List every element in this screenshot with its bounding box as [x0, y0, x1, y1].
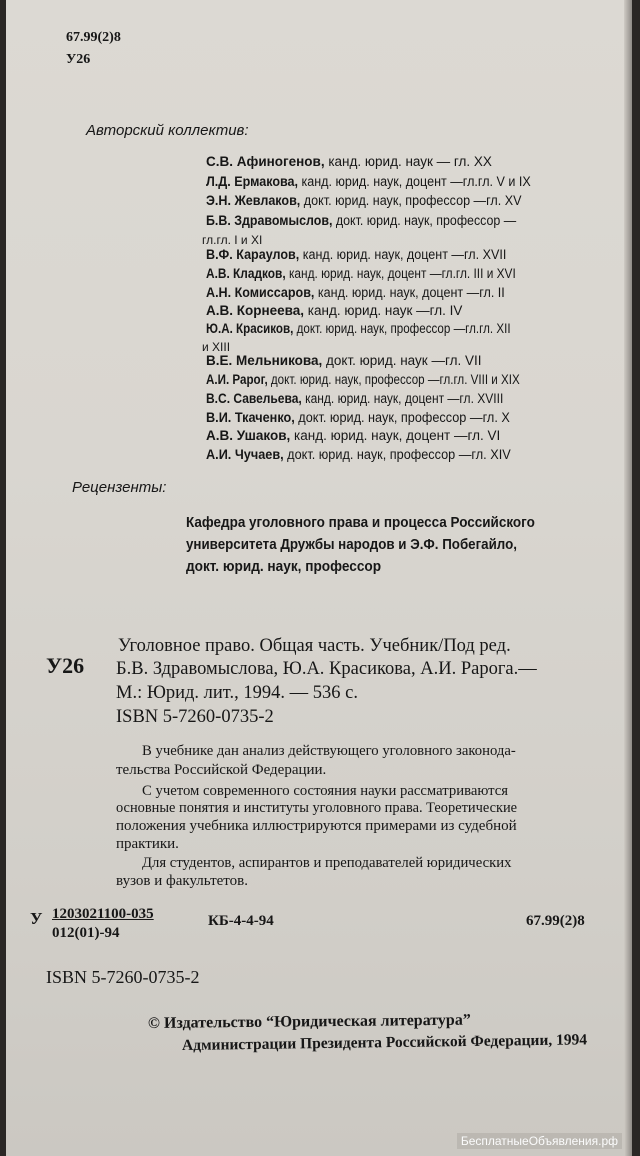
author-line: А.В. Корнеева, канд. юрид. наук —гл. IV	[206, 303, 463, 318]
author-line: В.С. Савельева, канд. юрид. наук, доцент —гл. XVIII	[206, 391, 504, 406]
author-line: А.Н. Комиссаров, канд. юрид. наук, доцент —гл. II	[206, 285, 505, 300]
class-letter: У26	[66, 52, 91, 67]
reviewer-line: университета Дружбы народов и Э.Ф. Побегайло,	[186, 537, 517, 553]
catalog-editors-line: Б.В. Здравомыслова, Ю.А. Красикова, А.И. Рарога.—	[116, 659, 537, 679]
class-code: 67.99(2)8	[66, 30, 121, 45]
annotation-line: вузов и факультетов.	[116, 873, 248, 889]
author-line: Л.Д. Ермакова, канд. юрид. наук, доцент —гл.гл. V и IX	[206, 174, 531, 189]
bottom-code-denominator: 012(01)-94	[52, 925, 120, 941]
catalog-publisher-line: М.: Юрид. лит., 1994. — 536 с.	[116, 683, 358, 703]
author-line: А.В. Кладков, канд. юрид. наук, доцент —гл.гл. III и XVI	[206, 266, 516, 281]
author-line: А.И. Рарог, докт. юрид. наук, профессор —гл.гл. VIII и XIX	[206, 372, 520, 387]
author-continuation: гл.гл. I и XI	[202, 233, 263, 247]
page-edge	[624, 0, 632, 1156]
author-continuation: и XIII	[202, 340, 231, 354]
author-line: С.В. Афиногенов, канд. юрид. наук — гл. XX	[206, 154, 492, 169]
annotation-line: практики.	[116, 836, 179, 852]
book-page	[6, 0, 632, 1156]
isbn-bottom: ISBN 5-7260-0735-2	[46, 967, 200, 987]
catalog-title-line: Уголовное право. Общая часть. Учебник/Под ред.	[118, 636, 511, 656]
bottom-code-numerator: 1203021100-035	[52, 906, 154, 922]
author-line: Ю.А. Красиков, докт. юрид. наук, профессор —гл.гл. XII	[206, 321, 511, 336]
reviewer-line: Кафедра уголовного права и процесса Российского	[186, 515, 535, 531]
author-line: В.И. Ткаченко, докт. юрид. наук, профессор —гл. X	[206, 410, 510, 425]
bottom-class-code: 67.99(2)8	[526, 913, 585, 929]
reviewer-line: докт. юрид. наук, профессор	[186, 559, 382, 575]
annotation-line: С учетом современного состояния науки рассматриваются	[142, 783, 509, 799]
author-line: Б.В. Здравомыслов, докт. юрид. наук, профессор —	[206, 213, 517, 228]
site-watermark: БесплатныеОбъявления.рф	[457, 1133, 622, 1149]
annotation-line: Для студентов, аспирантов и преподавателей юридических	[142, 855, 512, 871]
annotation-line: В учебнике дан анализ действующего уголовного законода-	[142, 743, 516, 759]
catalog-index: У26	[46, 653, 85, 678]
copyright-line: © Издательство “Юридическая литература”	[147, 1011, 471, 1032]
annotation-line: положения учебника иллюстрируются примерами из судебной	[116, 818, 517, 834]
bottom-index-letter: У	[30, 909, 43, 928]
author-line: Э.Н. Жевлаков, докт. юрид. наук, профессор —гл. XV	[206, 193, 522, 208]
catalog-isbn: ISBN 5-7260-0735-2	[116, 707, 274, 727]
authors-heading: Авторский коллектив:	[86, 122, 249, 139]
copyright-line: Администрации Президента Российской Федерации, 1994	[181, 1031, 588, 1054]
bottom-kb-code: КБ-4-4-94	[208, 913, 274, 929]
annotation-line: основные понятия и институты уголовного права. Теоретические	[116, 800, 518, 816]
author-line: А.В. Ушаков, канд. юрид. наук, доцент —гл. VI	[206, 428, 501, 443]
author-line: В.Е. Мельникова, докт. юрид. наук —гл. VII	[206, 353, 482, 368]
annotation-line: тельства Российской Федерации.	[116, 762, 327, 778]
author-line: В.Ф. Караулов, канд. юрид. наук, доцент —гл. XVII	[206, 247, 507, 262]
author-line: А.И. Чучаев, докт. юрид. наук, профессор —гл. XIV	[206, 447, 511, 462]
reviewers-heading: Рецензенты:	[72, 479, 167, 496]
